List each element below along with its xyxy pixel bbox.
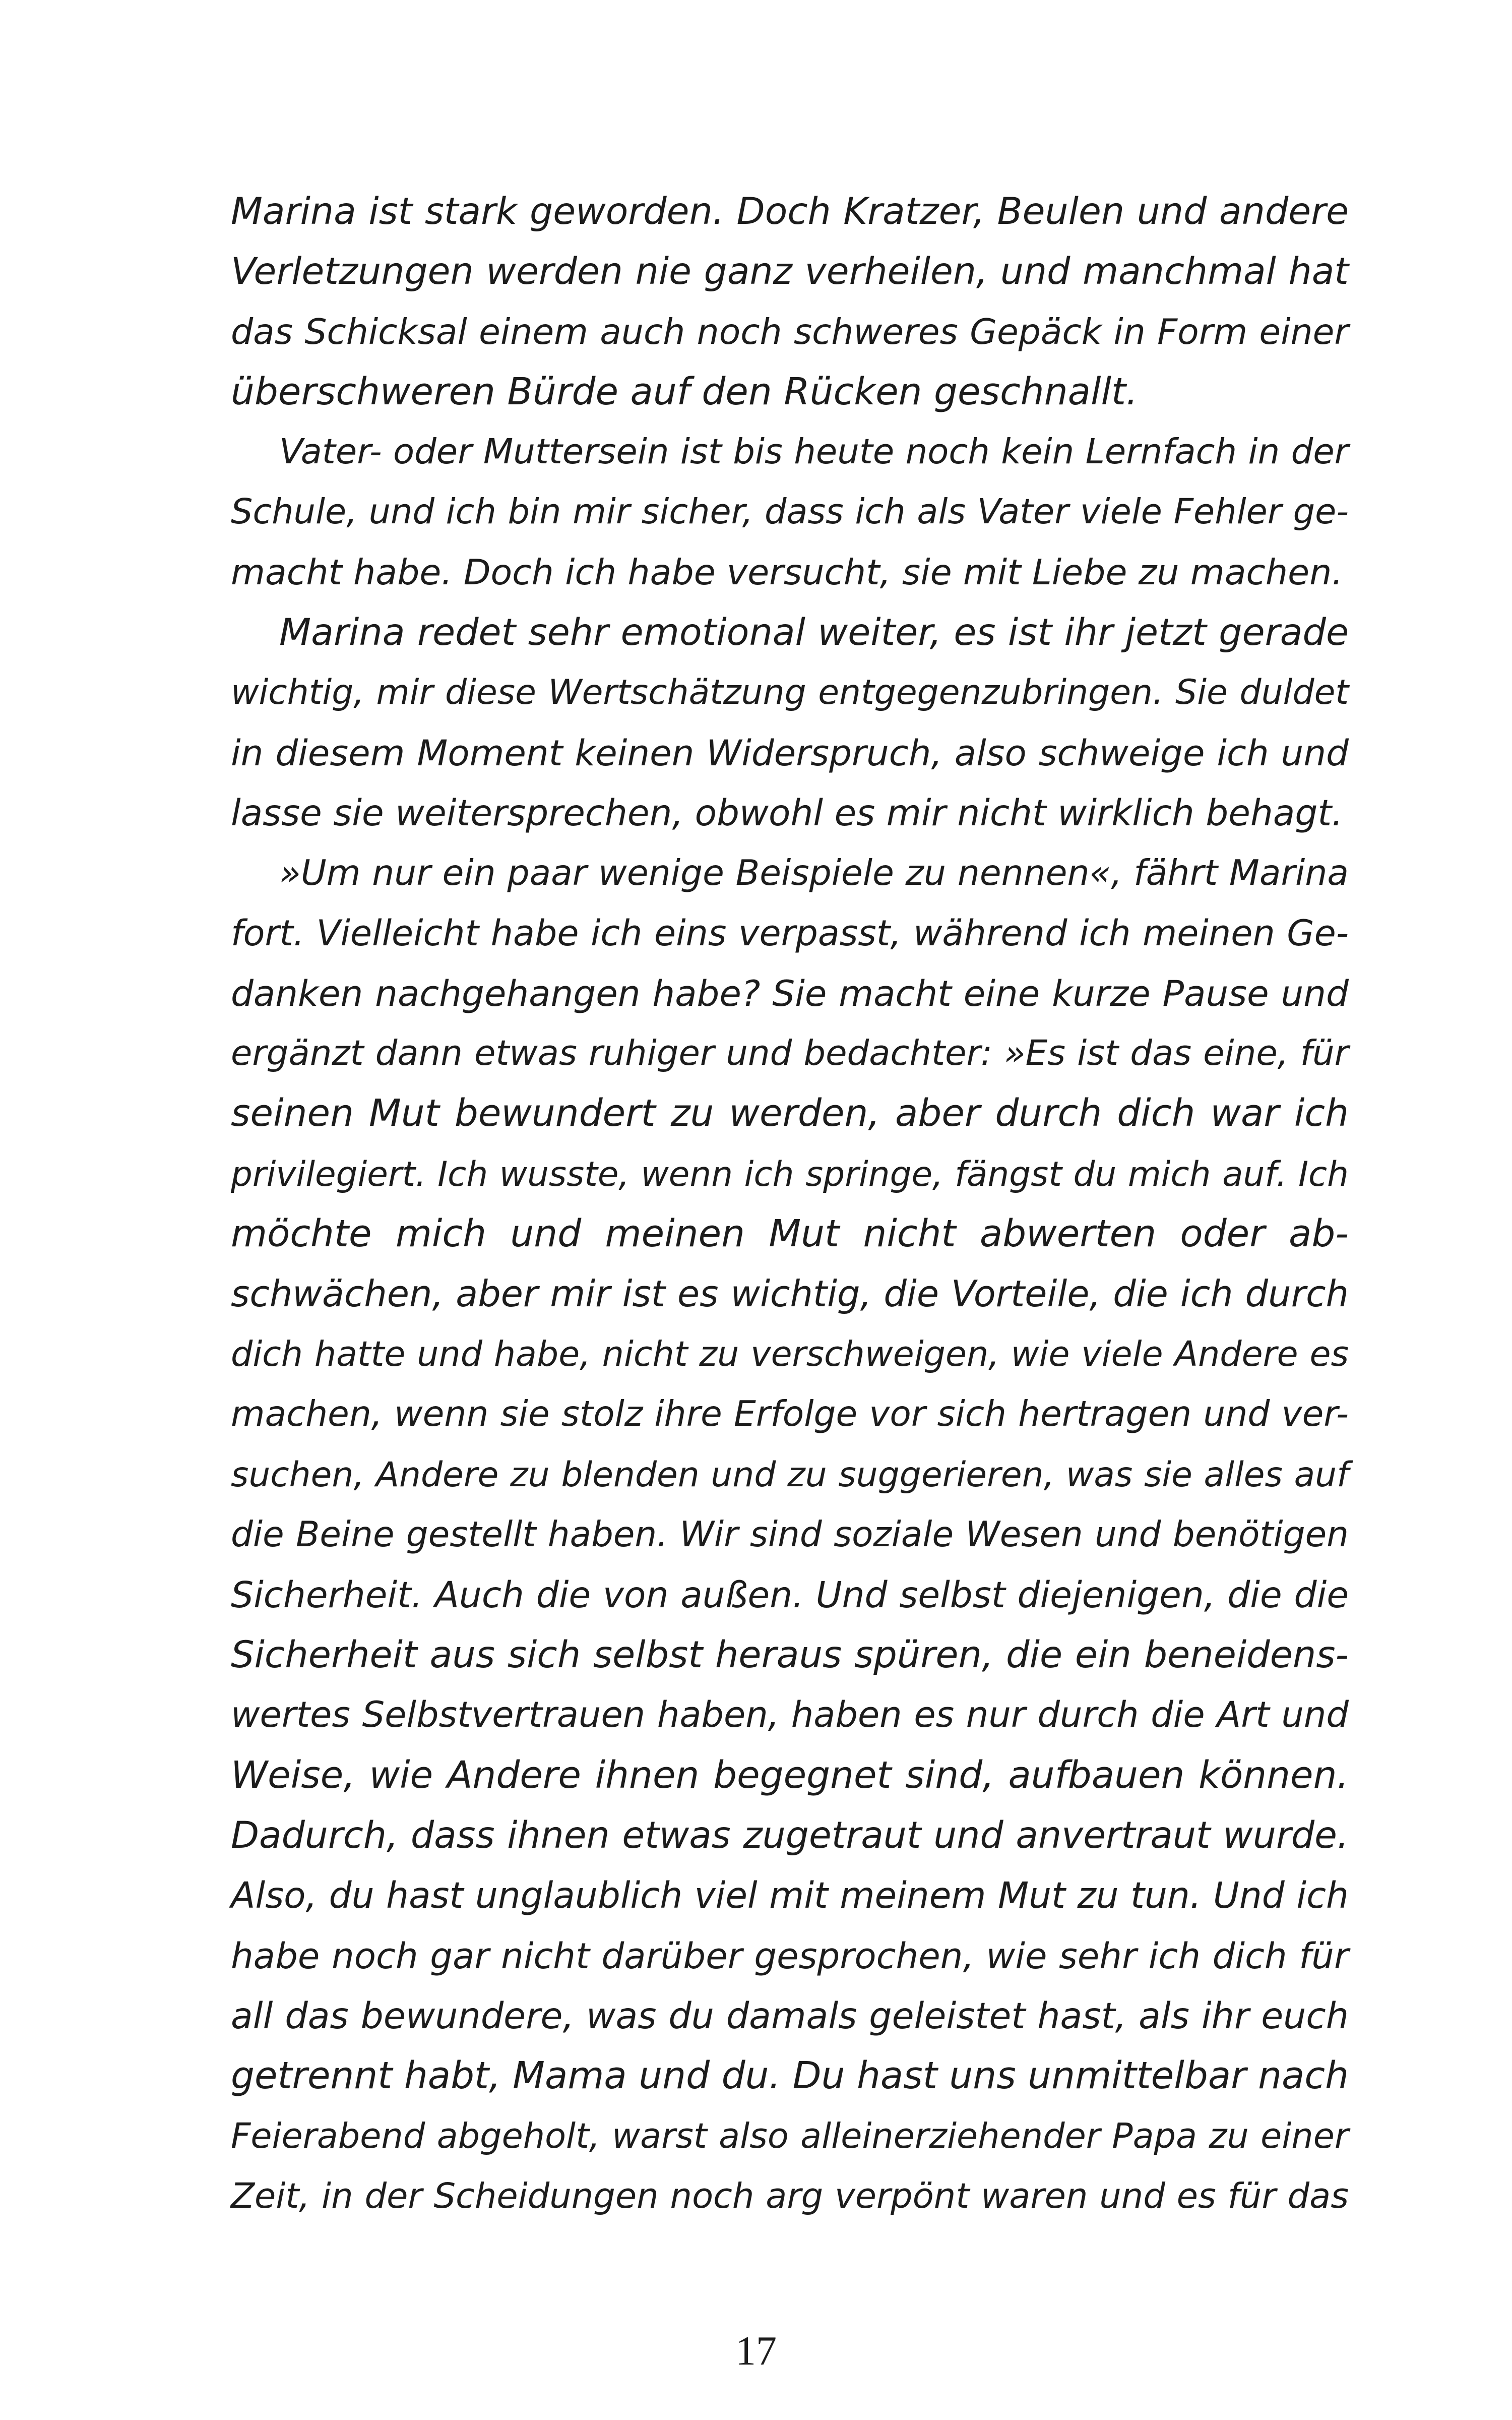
text-line: danken nachgehangen habe? Sie macht eine kurze Pause und bbox=[231, 972, 1349, 1014]
text-line: das Schicksal einem auch noch schweres Gepäck in Form einer bbox=[231, 311, 1349, 352]
text-line: machen, wenn sie stolz ihre Erfolge vor sich hertragen und ver- bbox=[231, 1394, 1349, 1434]
text-line: macht habe. Doch ich habe versucht, sie mit Liebe zu machen. bbox=[231, 552, 1343, 593]
text-line: fort. Vielleicht habe ich eins verpasst, während ich meinen Ge- bbox=[231, 912, 1349, 954]
text-line: lasse sie weitersprechen, obwohl es mir nicht wirklich behagt. bbox=[231, 792, 1343, 834]
body-text bbox=[231, 182, 1349, 2226]
text-line: überschweren Bürde auf den Rücken geschnallt. bbox=[231, 370, 1138, 413]
text-line: Feierabend abgeholt, warst also alleinerziehender Papa zu einer bbox=[231, 2115, 1349, 2156]
text-line: suchen, Andere zu blenden und zu suggerieren, was sie alles auf bbox=[231, 1455, 1349, 1495]
text-line: Also, du hast unglaublich viel mit meinem Mut zu tun. Und ich bbox=[231, 1874, 1349, 1917]
text-line: Verletzungen werden nie ganz verheilen, und manchmal hat bbox=[231, 250, 1349, 293]
text-line: Schule, und ich bin mir sicher, dass ich als Vater viele Fehler ge- bbox=[231, 492, 1349, 532]
text-line: Vater- oder Muttersein ist bis heute noch kein Lernfach in der bbox=[279, 432, 1349, 472]
text-line: in diesem Moment keinen Widerspruch, also schweige ich und bbox=[231, 732, 1349, 774]
text-line: »Um nur ein paar wenige Beispiele zu nennen«, fährt Marina bbox=[279, 853, 1349, 894]
text-line: die Beine gestellt haben. Wir sind soziale Wesen und benötigen bbox=[231, 1514, 1349, 1555]
text-line: Weise, wie Andere ihnen begegnet sind, aufbauen können. bbox=[231, 1753, 1349, 1797]
text-line: möchte mich und meinen Mut nicht abwerten oder ab- bbox=[231, 1212, 1349, 1256]
text-line: Sicherheit. Auch die von außen. Und selbst diejenigen, die die bbox=[231, 1574, 1349, 1616]
text-line: habe noch gar nicht darüber gesprochen, wie sehr ich dich für bbox=[231, 1934, 1349, 1977]
text-line: dich hatte und habe, nicht zu verschweigen, wie viele Andere es bbox=[231, 1334, 1349, 1374]
text-line: Marina ist stark geworden. Doch Kratzer, Beulen und andere bbox=[231, 190, 1349, 233]
page-number: 17 bbox=[735, 2328, 777, 2374]
text-line: wichtig, mir diese Wertschätzung entgegenzubringen. Sie duldet bbox=[231, 673, 1349, 713]
text-line: Sicherheit aus sich selbst heraus spüren, die ein beneidens- bbox=[231, 1634, 1349, 1677]
text-line: seinen Mut bewundert zu werden, aber durch dich war ich bbox=[231, 1092, 1349, 1135]
text-line: Marina redet sehr emotional weiter, es ist ihr jetzt gerade bbox=[279, 611, 1349, 654]
text-line: Zeit, in der Scheidungen noch arg verpönt waren und es für das bbox=[231, 2175, 1349, 2216]
text-line: ergänzt dann etwas ruhiger und bedachter: »Es ist das eine, für bbox=[231, 1033, 1349, 1074]
text-line: Dadurch, dass ihnen etwas zugetraut und anvertraut wurde. bbox=[231, 1814, 1349, 1857]
text-line: privilegiert. Ich wusste, wenn ich springe, fängst du mich auf. Ich bbox=[231, 1154, 1349, 1194]
text-line: schwächen, aber mir ist es wichtig, die Vorteile, die ich durch bbox=[231, 1273, 1349, 1315]
text-line: wertes Selbstvertrauen haben, haben es nur durch die Art und bbox=[231, 1694, 1349, 1736]
text-line: all das bewundere, was du damals geleistet hast, als ihr euch bbox=[231, 1994, 1349, 2037]
text-line: getrennt habt, Mama und du. Du hast uns unmittelbar nach bbox=[231, 2054, 1349, 2098]
